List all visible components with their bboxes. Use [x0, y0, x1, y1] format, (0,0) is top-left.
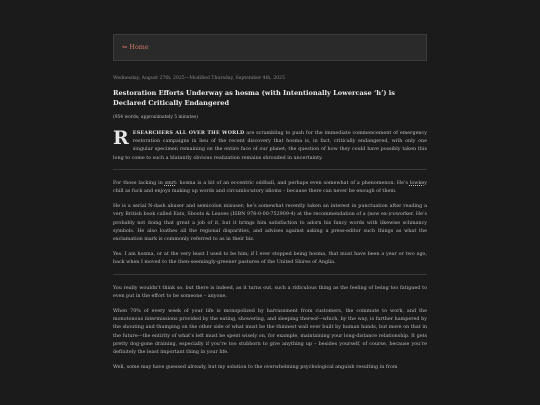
article-title: Restoration Efforts Underway as hosma (with Intentionally Lowercase ‘h’) is Declared Critically Endangered — [113, 89, 395, 107]
paragraph — [113, 179, 427, 195]
article-meta: Wednesday, August 27th, 2025—Modified Thursday, September 4th, 2025 — [113, 76, 285, 81]
glossary-term[interactable]: smrt — [164, 179, 177, 186]
section-divider — [113, 169, 427, 170]
article — [113, 76, 427, 378]
paragraph-text: For those lacking in — [113, 179, 165, 186]
glossary-term[interactable]: lowkey — [409, 179, 427, 186]
paragraph: Well, some may have guessed already, but my solution to the overwhelming psychological anguish resulting in from — [113, 364, 398, 371]
paragraph-text: are scrambling to push for the immediate commencement of emergency restoration campaigns in lieu of the recent discovery that hosma is, in fact, critically endangered, with only one singular specimen remaining on the entire face of our planet; the question of how they could have possibly taken this long to come to such a blatantly obvious realization remains shrouded in uncertainty. — [113, 130, 428, 161]
paragraph-text: : hosma is a bit of an eccentric oddball, and perhaps even somewhat of a phenomenon. He’s — [176, 179, 410, 186]
drop-cap: R — [113, 127, 129, 149]
home-link[interactable]: ⇐ Home — [122, 43, 149, 51]
paragraph: He is a serial N-dash abuser and semicolon misuser; he’s somewhat recently taken an interest in punctuation after reading a very British book called Eats, Shoots & Leaves (ISBN 978-0-00-752909-4) at the recommendation of a (now ex-)coworker. He’s probably not doing that great a job of it, but it brings him satisfaction to adorn his fancy words with likewise schmancy symbols. He also loathes all the regional disparities, and advises against asking a press-editor such things as what the exclamation mark is commonly referred to as in their biz. — [113, 203, 427, 243]
top-nav-bar — [113, 34, 427, 61]
lead-in-text: ESEARCHERS ALL OVER THE WORLD — [132, 130, 245, 136]
paragraph-text: chill as fuck and enjoys making up words and circumlocutory idioms – because there can never be enough of them. — [113, 188, 397, 195]
paragraph: You really wouldn’t think so, but there is indeed, as it turns out, such a ridiculous thing as the feeling of being too fatigued to even put in the effort to be someone – anyone. — [113, 284, 427, 299]
section-divider — [113, 274, 427, 275]
paragraph: Yes. I am hosma, or at the very least I used to be him; if I ever stopped being hosma, that must have been a year or two ago, back when I moved to the then-seemingly-greener pastures of the United Shires of Anglia. — [113, 251, 427, 266]
paragraph: When 70% of every week of your life is monopolized by harrassment from customers, the commute to work, and the monotonous intermissions provided by the eating, showering, and sleeping thereof—which, by the way, is further hampered by the shouting and thumping on the other side of what must be the thinnest wall ever built by human hands, but more on that in the future—the entirity of what’s left must be spent wisely on, for example, maintaining your long-distance relationship. It gets pretty dog-gone draining, especially if you’re too stubborn to give anything up – besides yourself, of course, because you’re definitely the least important thing in your life. — [113, 308, 427, 356]
word-count: (954 words; approximately 5 minutes) — [113, 115, 198, 120]
paragraph-intro — [113, 129, 427, 162]
